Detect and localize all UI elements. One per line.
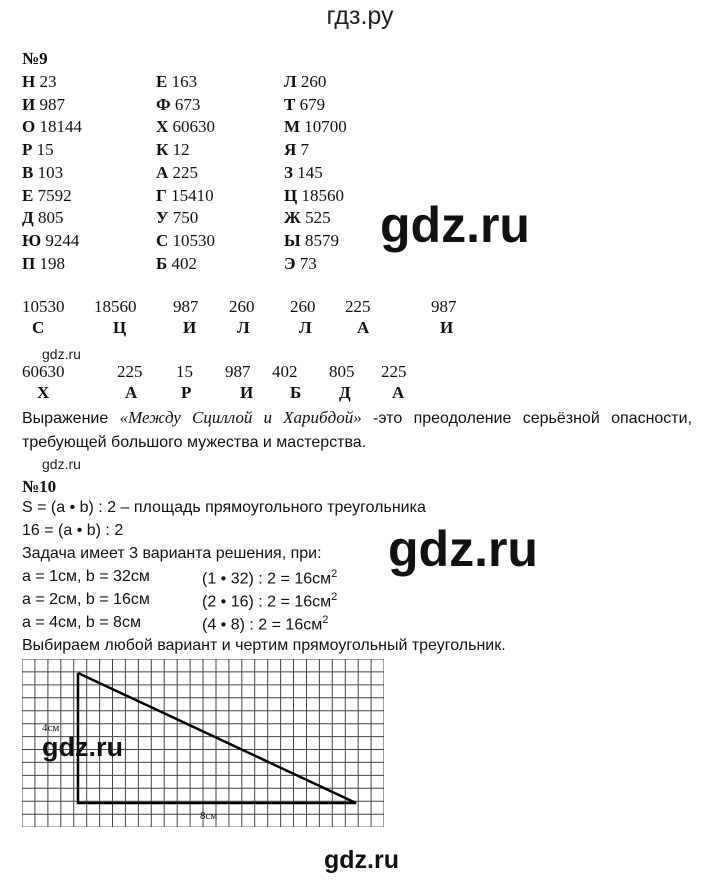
entry-letter: А — [156, 162, 169, 182]
table-entry — [156, 186, 214, 206]
table-entry — [284, 72, 326, 92]
entry-number: 10530 — [172, 230, 216, 250]
expression-quote: «Между Сциллой и Харибдой» — [119, 408, 362, 427]
table-entry — [284, 231, 339, 251]
word-letter: Л — [237, 318, 250, 337]
variant-ab: a = 2см, b = 16см — [22, 591, 150, 608]
entry-letter: Т — [284, 94, 296, 114]
word-number: 987 — [431, 297, 457, 316]
variant-calc-text: (2 • 16) : 2 = 16см — [202, 593, 332, 611]
word-letter: Р — [181, 383, 192, 402]
word-letter: И — [440, 318, 454, 337]
word-number: 987 — [173, 297, 199, 316]
entry-number: 260 — [300, 72, 327, 91]
table-entry — [284, 117, 347, 137]
table-entry — [284, 254, 317, 274]
entry-letter: Э — [284, 253, 296, 273]
word-number: 260 — [290, 297, 316, 316]
variant-calc — [202, 568, 337, 588]
word-number: 260 — [229, 297, 255, 316]
word-number: 225 — [381, 362, 407, 381]
entry-letter: О — [22, 117, 36, 137]
table-entry — [156, 140, 190, 160]
watermark: gdz.ru — [42, 456, 81, 472]
entry-letter: Г — [156, 185, 167, 205]
word-number: 15 — [176, 362, 193, 381]
watermark: gdz.ru — [380, 197, 530, 253]
expression-prefix: Выражение — [22, 410, 120, 427]
word-number: 225 — [117, 362, 143, 381]
word-letter: А — [357, 318, 370, 337]
variant-ab: a = 4см, b = 8см — [22, 614, 141, 631]
word-letter: Х — [37, 383, 50, 402]
entry-letter: К — [156, 140, 169, 160]
entry-letter: У — [156, 208, 169, 228]
word-number: 60630 — [22, 362, 65, 381]
entry-number: 225 — [172, 162, 199, 182]
variant-calc-text: (4 • 8) : 2 = 16см — [202, 616, 323, 634]
word-number: 225 — [345, 297, 371, 316]
choose-text: Выбираем любой вариант и чертим прямоугольный треугольник. — [22, 637, 506, 654]
table-entry — [156, 95, 200, 115]
entry-letter: М — [284, 117, 301, 137]
entry-letter: Ы — [284, 230, 301, 250]
entry-number: 103 — [37, 162, 64, 182]
entry-number: 198 — [39, 253, 65, 273]
site-header: гдз.ру — [326, 2, 394, 30]
entry-number: 10700 — [304, 117, 347, 137]
entry-number: 12 — [172, 140, 190, 160]
word-letter: И — [240, 383, 254, 402]
entry-number: 60630 — [172, 117, 216, 137]
watermark: gdz.ru — [42, 732, 123, 762]
entry-letter: Ю — [22, 230, 42, 250]
entry-letter: Л — [284, 72, 297, 91]
entry-number: 145 — [297, 162, 323, 182]
table-entry — [22, 208, 63, 228]
table-entry — [284, 208, 331, 228]
entry-number: 679 — [299, 94, 326, 114]
word-letter: Ц — [113, 318, 127, 337]
variant-unit-power: 2 — [331, 568, 338, 580]
base-label: 8см — [200, 810, 218, 822]
word-letter: А — [392, 383, 405, 402]
watermark: gdz.ru — [42, 346, 81, 362]
footer-watermark: gdz.ru — [324, 846, 399, 874]
table-entry — [22, 117, 82, 137]
variant-ab: a = 1см, b = 32см — [22, 568, 150, 585]
word-number: 805 — [329, 362, 355, 381]
entry-number: 23 — [39, 72, 57, 91]
entry-number: 987 — [39, 94, 65, 114]
entry-letter: Д — [22, 208, 34, 228]
expression-rest: -это преодоление серьёзной опасности, требующей большого мужества и мастерства. — [22, 410, 693, 451]
task10-number: №10 — [22, 477, 57, 496]
entry-number: 73 — [299, 253, 317, 273]
entry-letter: Ц — [284, 185, 298, 205]
word-letter: Л — [299, 318, 312, 337]
entry-letter: Ж — [284, 208, 301, 228]
entry-number: 402 — [171, 253, 197, 273]
table-entry — [22, 186, 72, 206]
entry-letter: Р — [22, 140, 33, 160]
entry-number: 7592 — [37, 185, 72, 205]
variant-calc — [202, 614, 328, 634]
word-letter: Д — [339, 383, 351, 402]
area-formula: S = (a • b) : 2 – площадь прямоугольного треугольника — [22, 499, 426, 516]
word-number: 10530 — [22, 297, 65, 316]
variant-calc-text: (1 • 32) : 2 = 16см — [202, 570, 332, 588]
variant-unit-power: 2 — [331, 591, 338, 603]
entry-letter: Е — [156, 72, 168, 91]
entry-letter: Б — [156, 253, 168, 273]
entry-number: 15 — [36, 140, 54, 160]
task-note: Задача имеет 3 варианта решения, при: — [22, 545, 322, 562]
entry-number: 9244 — [45, 230, 80, 250]
table-entry — [156, 163, 198, 183]
table-entry — [22, 72, 56, 92]
entry-letter: С — [156, 230, 169, 250]
word-number: 987 — [225, 362, 251, 381]
table-entry — [22, 140, 54, 160]
table-entry — [284, 163, 323, 183]
word-letter: С — [32, 318, 45, 337]
table-entry — [156, 117, 215, 137]
table-entry — [22, 254, 65, 274]
entry-number: 8579 — [304, 230, 339, 250]
table-entry — [22, 95, 65, 115]
table-entry — [22, 231, 79, 251]
area-equation: 16 = (a • b) : 2 — [22, 522, 124, 539]
variant-calc — [202, 591, 337, 611]
side-label: 4см — [42, 722, 60, 734]
expression-text — [22, 406, 692, 455]
watermark: gdz.ru — [388, 521, 538, 577]
entry-letter: З — [284, 162, 293, 182]
table-entry — [156, 72, 197, 92]
entry-number: 18144 — [39, 117, 82, 137]
table-entry — [156, 208, 198, 228]
entry-letter: И — [22, 94, 36, 114]
table-entry — [284, 186, 344, 206]
entry-number: 7 — [300, 140, 310, 160]
table-entry — [156, 254, 197, 274]
entry-letter: Е — [22, 185, 34, 205]
entry-letter: Я — [284, 140, 297, 160]
task9-number: №9 — [22, 49, 48, 68]
entry-letter: Н — [22, 72, 36, 91]
entry-letter: П — [22, 253, 36, 273]
entry-number: 15410 — [171, 185, 214, 205]
table-entry — [156, 231, 215, 251]
table-entry — [284, 140, 309, 160]
entry-number: 750 — [172, 208, 199, 228]
word-letter: Б — [290, 383, 302, 402]
entry-number: 163 — [171, 72, 198, 91]
variant-unit-power: 2 — [322, 614, 329, 626]
entry-number: 525 — [305, 208, 331, 228]
entry-number: 18560 — [301, 185, 344, 205]
word-number: 18560 — [94, 297, 137, 316]
word-letter: А — [125, 383, 138, 402]
table-entry — [22, 163, 63, 183]
table-entry — [284, 95, 325, 115]
entry-letter: Ф — [156, 94, 171, 114]
word-letter: И — [183, 318, 197, 337]
entry-number: 673 — [174, 94, 201, 114]
word-number: 402 — [272, 362, 298, 381]
entry-number: 805 — [37, 208, 64, 228]
entry-letter: В — [22, 162, 34, 182]
entry-letter: Х — [156, 117, 169, 137]
